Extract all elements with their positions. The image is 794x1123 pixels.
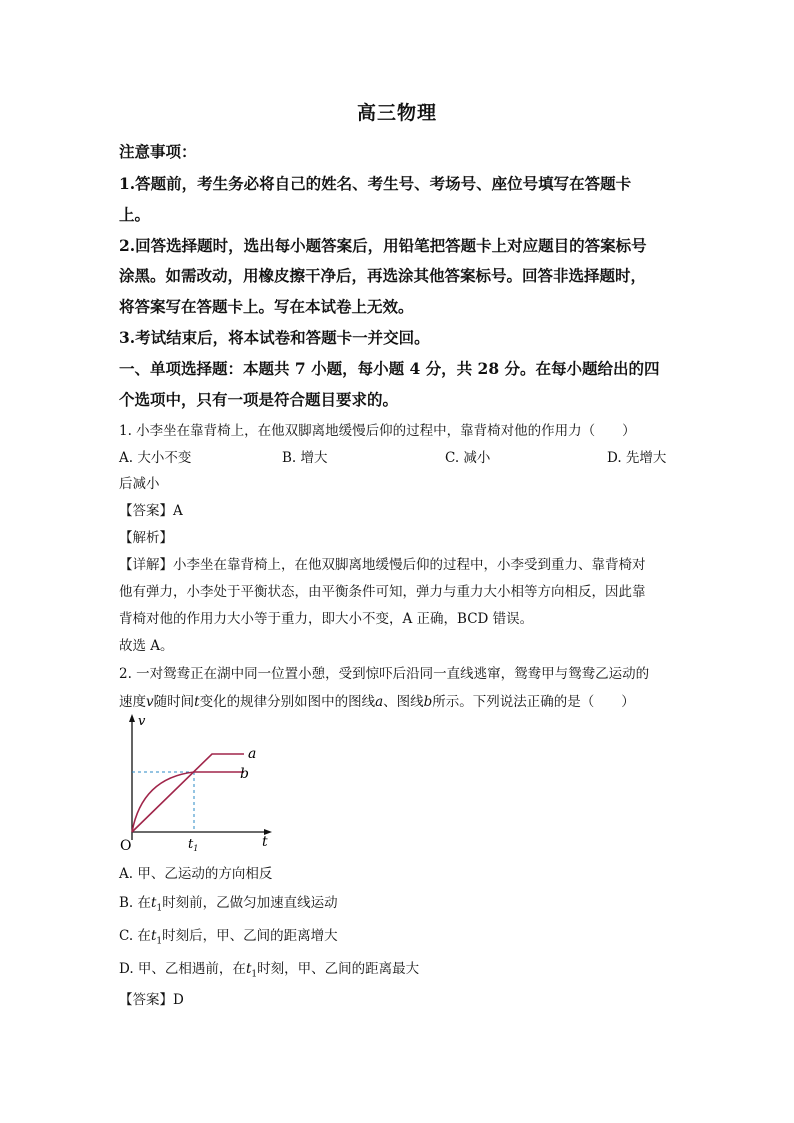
q1-detail-line3: 背椅对他的作用力大小等于重力，即大小不变，A 正确，BCD 错误。: [119, 611, 534, 627]
q2-option-d: [119, 957, 419, 980]
answer-value: A: [173, 503, 183, 519]
q1-option-c: C. 减小: [445, 450, 491, 466]
symbol-t1: t: [150, 928, 157, 944]
option-text: 时刻前，乙做匀加速直线运动: [162, 895, 338, 911]
option-text: C. 在: [119, 928, 151, 944]
axis-label-t: t: [262, 834, 268, 850]
q1-analysis-tag: 【解析】: [119, 530, 173, 546]
curve-label-b: b: [240, 766, 249, 782]
stem-text: 、图线: [383, 694, 424, 710]
q1-option-b: B. 增大: [282, 450, 328, 466]
q1-detail-line1: [119, 553, 646, 573]
stem-text: 随时间: [153, 694, 195, 710]
q2-option-b: [119, 891, 338, 914]
q1-option-d: D. 先增大: [607, 450, 667, 466]
option-text: D. 甲、乙相遇前，在: [119, 961, 246, 977]
symbol-t1: t: [151, 895, 157, 911]
detail-text: 小李坐在靠背椅上，在他双脚离地缓慢后仰的过程中，小李受到重力、靠背椅对: [173, 557, 646, 573]
y-axis-arrow: [129, 714, 135, 722]
axis-label-v: v: [138, 714, 146, 729]
origin-label: O: [120, 838, 132, 854]
q2-stem-line2: [119, 690, 635, 710]
detail-tag: 【详解】: [119, 557, 173, 573]
notice-item3: 3.考试结束后，将本试卷和答题卡一并交回。: [119, 328, 430, 347]
notice-item2-line1: 2.回答选择题时，选出每小题答案后，用铅笔把答题卡上对应题目的答案标号: [119, 236, 647, 255]
symbol-t1-sub: 1: [251, 969, 258, 980]
section1-line2: 个选项中，只有一项是符合题目要求的。: [119, 390, 399, 409]
notice-item1-line2: 上。: [119, 205, 151, 224]
stem-text: 所示。下列说法正确的是（ ）: [432, 694, 635, 710]
stem-text: 速度: [119, 694, 146, 710]
q1-stem: 1. 小李坐在靠背椅上，在他双脚离地缓慢后仰的过程中，靠背椅对他的作用力（ ）: [119, 423, 636, 439]
symbol-t: t: [194, 694, 200, 710]
notice-item2-line2: 涂黑。如需改动，用橡皮擦干净后，再选涂其他答案标号。回答非选择题时，: [119, 266, 647, 285]
symbol-b: b: [423, 694, 433, 710]
option-text: B. 在: [119, 895, 152, 911]
notice-item1-line1: 1.答题前，考生务必将自己的姓名、考生号、考场号、座位号填写在答题卡: [119, 174, 632, 193]
q2-stem-line1: 2. 一对鸳鸯正在湖中同一位置小憩，受到惊吓后沿同一直线逃窜，鸳鸯甲与鸳鸯乙运动的: [119, 666, 650, 682]
q2-option-c: [119, 924, 338, 947]
notice-heading: 注意事项：: [119, 142, 197, 161]
symbol-t1-sub: 1: [156, 936, 163, 947]
q1-answer: [119, 499, 183, 519]
page-title: 高三物理: [356, 102, 437, 124]
q2-option-a: A. 甲、乙运动的方向相反: [119, 866, 273, 882]
answer-tag: 【答案】: [119, 503, 173, 519]
q1-detail-line2: 他有弹力，小李处于平衡状态，由平衡条件可知，弹力与重力大小相等方向相反，因此靠: [119, 584, 646, 600]
curve-label-a: a: [248, 746, 257, 762]
q1-option-a: A. 大小不变: [119, 450, 192, 466]
q1-option-d-cont: 后减小: [119, 476, 160, 492]
option-text: 时刻后，甲、乙间的距离增大: [162, 928, 338, 944]
q2-answer: [119, 988, 184, 1008]
tick-t: t: [188, 837, 194, 852]
q1-conclusion: 故选 A。: [119, 638, 174, 654]
line-b: [132, 772, 244, 832]
symbol-t1: t: [245, 961, 252, 977]
vt-graph-figure: [112, 712, 282, 857]
answer-tag: 【答案】: [119, 992, 173, 1008]
symbol-v: v: [146, 694, 154, 710]
option-text: 时刻，甲、乙间的距离最大: [257, 961, 420, 977]
tick-label-t1: [188, 837, 198, 853]
answer-value: D: [173, 992, 184, 1008]
tick-t-sub: 1: [193, 844, 199, 853]
stem-text: 变化的规律分别如图中的图线: [199, 694, 376, 710]
section1-line1: 一、单项选择题：本题共 7 小题，每小题 4 分，共 28 分。在每小题给出的四: [119, 359, 660, 378]
symbol-t1-sub: 1: [156, 903, 163, 914]
symbol-a: a: [375, 694, 384, 710]
notice-item2-line3: 将答案写在答题卡上。写在本试卷上无效。: [119, 297, 414, 316]
